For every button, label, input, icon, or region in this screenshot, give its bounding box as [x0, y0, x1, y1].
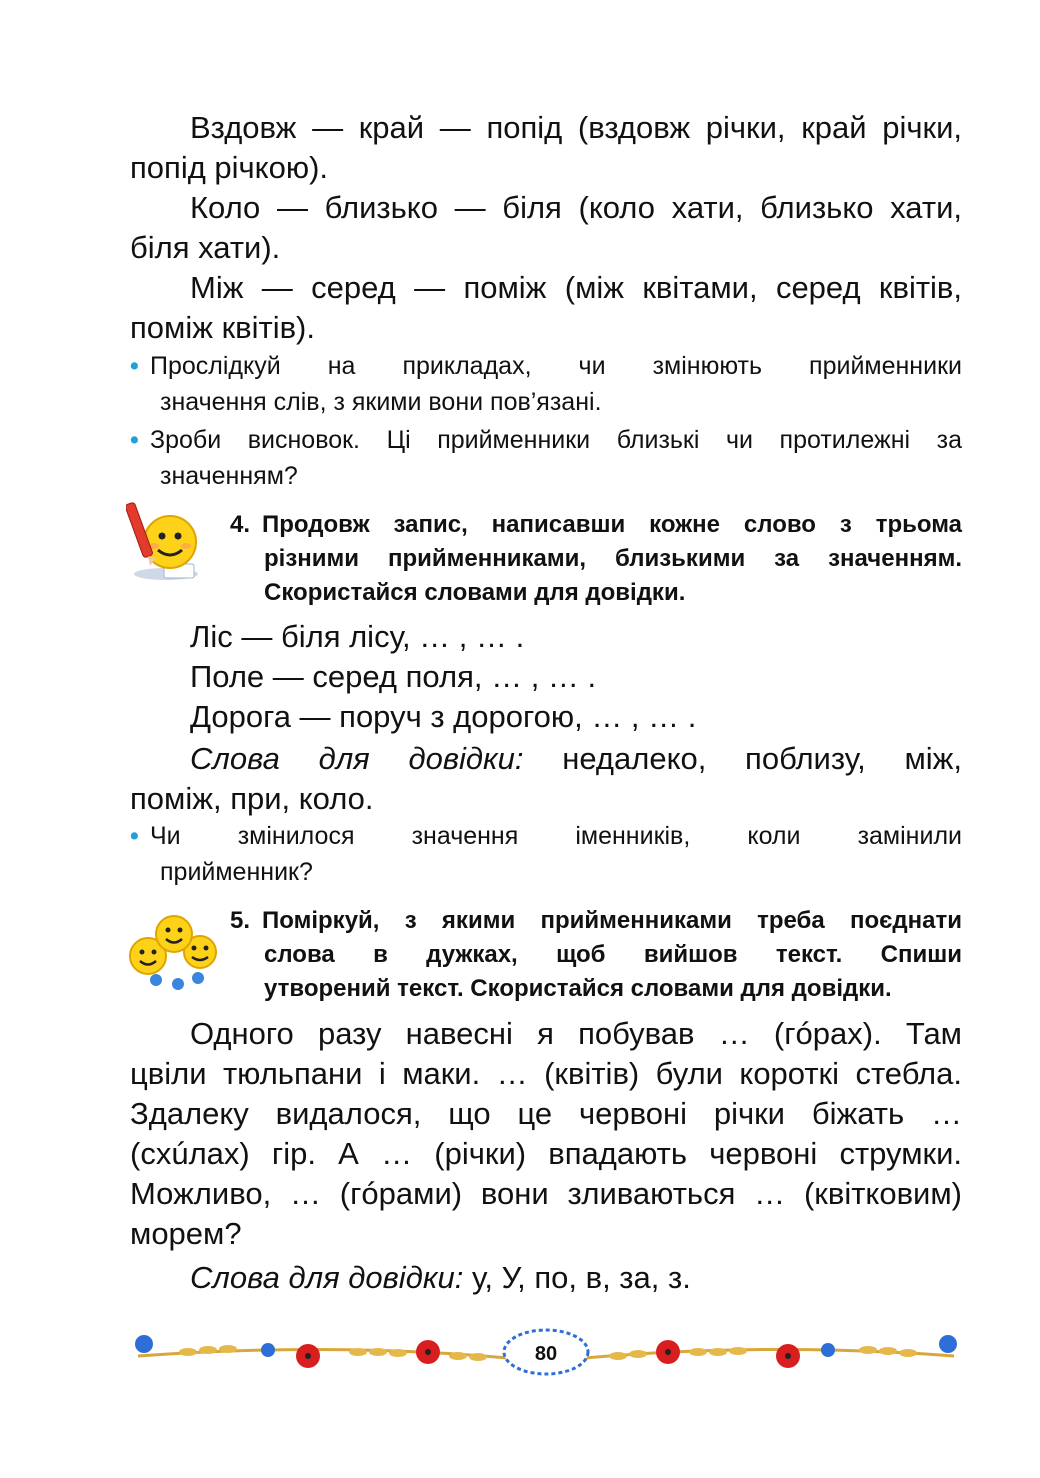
- paragraph-line: Вздовж — край — попід (вздовж річки, край річки,: [190, 110, 962, 145]
- bullet-question-3: [130, 818, 962, 890]
- example-line: Дорога — поруч з дорогою, … , … .: [190, 699, 697, 734]
- task-text: утворений текст. Скористайся словами для довідки.: [264, 975, 892, 1002]
- example-line: Ліс — біля лісу, … , … .: [190, 619, 525, 654]
- bullet-dot-icon: •: [130, 352, 139, 380]
- paragraph-mizh: [130, 268, 962, 348]
- task-text: Скористайся словами для довідки.: [264, 579, 686, 606]
- bullet-text: Зроби висновок. Ці прийменники близькі чи протилежні за: [150, 426, 962, 454]
- paragraph-line: Між — серед — поміж (між квітами, серед квітів,: [190, 270, 962, 305]
- story-line: Здалеку видалося, що це червоні річки біжать …: [130, 1096, 962, 1131]
- reference-words-1: [130, 739, 962, 819]
- task-text: слова в дужках, щоб вийшов текст. Спиши: [264, 941, 962, 968]
- task-text: різними прийменниками, близькими за значенням.: [264, 545, 962, 572]
- bullet-dot-icon: •: [130, 822, 139, 850]
- reference-text: поміж, при, коло.: [130, 781, 374, 816]
- task-5: [230, 904, 962, 1006]
- paragraph-line: поміж квітів).: [130, 310, 315, 345]
- examples-list: [130, 617, 962, 737]
- bullet-text: значення слів, з якими вони пов’язані.: [160, 388, 602, 416]
- reference-text: у, У, по, в, за, з.: [463, 1260, 691, 1295]
- reference-line: [130, 739, 962, 779]
- task-text: Поміркуй, з якими прийменниками треба поєднати: [262, 907, 962, 934]
- reference-label: Слова для довідки:: [190, 1260, 464, 1295]
- bullet-question-1: [130, 348, 962, 420]
- reference-label: Слова для довідки:: [190, 741, 524, 776]
- reference-text: недалеко, поблизу, між,: [523, 741, 962, 776]
- footer-ornament: [128, 1322, 964, 1384]
- story-line: (схúлах) гір. А … (річки) впадають червоні струмки.: [130, 1136, 962, 1171]
- story-line: морем?: [130, 1216, 242, 1251]
- task-4: [230, 508, 962, 610]
- smiley-pencil-icon: [126, 498, 206, 584]
- smileys-group-icon: [126, 908, 222, 992]
- story-line: цвіли тюльпани і маки. … (квітів) були короткі стебла.: [130, 1056, 962, 1091]
- reference-words-2: [130, 1258, 962, 1298]
- task-number: 5.: [230, 907, 251, 934]
- paragraph-kolo: [130, 188, 962, 268]
- task-text: Продовж запис, написавши кожне слово з трьома: [262, 511, 962, 538]
- paragraph-line: біля хати).: [130, 230, 281, 265]
- bullet-text: Чи змінилося значення іменників, коли замінили: [150, 822, 962, 850]
- example-line: Поле — серед поля, … , … .: [190, 659, 597, 694]
- task-number: 4.: [230, 511, 251, 538]
- paragraph-vzdovzh: [130, 108, 962, 188]
- bullet-text: прийменник?: [160, 858, 313, 886]
- bullet-text: значенням?: [160, 462, 298, 490]
- bullet-question-2: [130, 422, 962, 494]
- bullet-text: Прослідкуй на прикладах, чи змінюють прийменники: [150, 352, 962, 380]
- story-line: Одного разу навесні я побував … (гóрах). Там: [190, 1016, 962, 1051]
- paragraph-line: Коло — близько — біля (коло хати, близько хати,: [190, 190, 962, 225]
- bullet-dot-icon: •: [130, 426, 139, 454]
- reference-line: [130, 1258, 962, 1298]
- paragraph-line: попід річкою).: [130, 150, 329, 185]
- story-line: Можливо, … (гóрами) вони зливаються … (квітковим): [130, 1176, 962, 1211]
- story-text: [130, 1014, 962, 1254]
- page-number: 80: [534, 1343, 558, 1365]
